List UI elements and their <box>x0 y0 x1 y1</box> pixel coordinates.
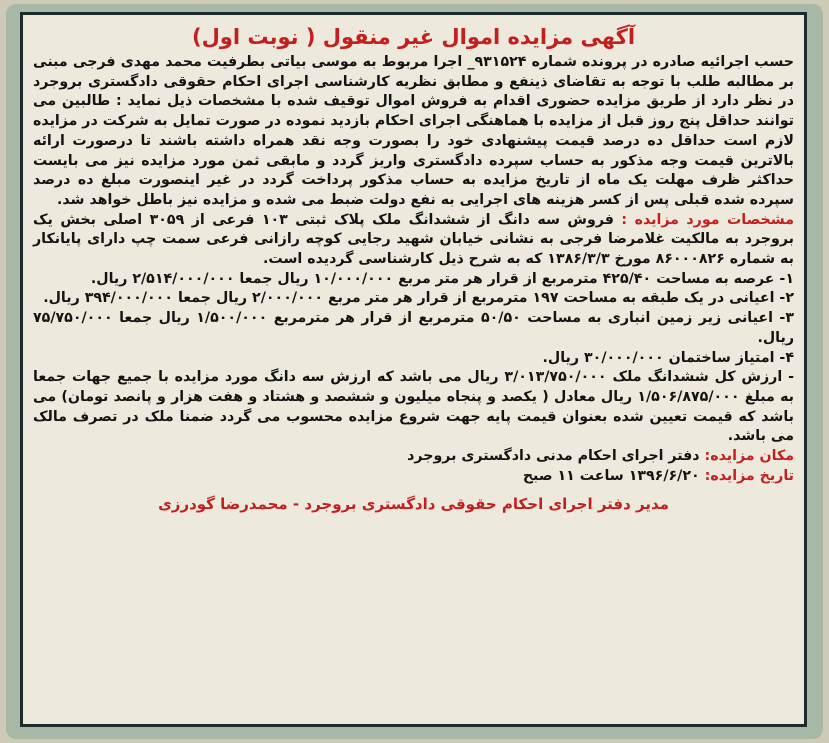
spec-item-3: ۳- اعیانی زیر زمین انباری به مساحت ۵۰/۵۰ مترمربع از قرار هر مترمربع ۱/۵۰۰/۰۰۰ ریال جمعا ۷۵/۷۵۰/۰۰۰ ریال. <box>33 310 794 346</box>
signature-line: مدیر دفتر اجرای احکام حقوقی دادگستری بروجرد - محمدرضا گودرزی <box>158 495 669 514</box>
intro-paragraph: حسب اجرائیه صادره در پرونده شماره ۹۳۱۵۲۴_ اجرا مربوط به موسی بیاتی بطرفیت محمد مهدی فرجی مبنی بر مطالبه طلب با توجه به تقاضای ذینفع و مطابق نظریه کارشناسی اجرای احکام حقوقی دادگستری بروجرد در نظر دارد از طریق مزایده حضوری اقدام به فروش اموال توقیف شده با مشخصات ذیل نماید : طالبین می توانند حداقل پنج روز قبل از مزایده با هماهنگی اجرای احکام بازدید نموده در صورت تمایل به شرکت در مزایده لازم است حداقل ده درصد قیمت پیشنهادی خود را بصورت وجه نقد همراه داشته باشند تا درصورت ارائه بالاترین قیمت وجه مذکور به حساب سپرده دادگستری واریز گردد و مابقی ثمن مورد مزایده نیز می بایست حداکثر ظرف مهلت یک ماه از تاریخ مزایده به حساب مذکور پرداخت گردد در غیر اینصورت مبلغ ده درصد سپرده شده قبلی پس از کسر هزینه های اجرایی به نفع دولت ضبط می شده و مزایده نیز باطل خواهد شد. <box>33 54 794 208</box>
spec-item-2: ۲- اعیانی در یک طبقه به مساحت ۱۹۷ مترمربع از قرار هر متر مربع ۲/۰۰۰/۰۰۰ ریال جمعا ۳۹۴/۰۰۰/۰۰۰ ریال. <box>43 290 794 307</box>
notice-page <box>6 4 823 739</box>
auction-place-value: دفتر اجرای احکام مدنی دادگستری بروجرد <box>407 448 700 465</box>
auction-date-value: ۱۳۹۶/۶/۲۰ ساعت ۱۱ صبح <box>522 467 700 484</box>
notice-title: آگهی مزایده اموال غیر منقول ( نوبت اول) <box>191 25 636 49</box>
notice-body <box>33 19 794 720</box>
auction-date-label: تاریخ مزایده: <box>704 467 794 484</box>
total-value-paragraph: - ارزش کل ششدانگ ملک ۳/۰۱۳/۷۵۰/۰۰۰ ریال می باشد که ارزش سه دانگ مورد مزایده با جمیع جهات جمعا به مبلغ ۱/۵۰۶/۸۷۵/۰۰۰ ریال معادل ( یکصد و پنجاه میلیون و ششصد و هشتاد و هفت هزار و پانصد تومان) می باشد که قیمت تعیین شده بعنوان قیمت پایه جهت شروع مزایده محسوب می گردد ضمنا ملک در تصرف مالک می باشد. <box>33 369 794 445</box>
auction-place-label: مکان مزایده: <box>704 448 794 465</box>
notice-frame <box>20 12 807 727</box>
specs-paragraph <box>33 211 794 270</box>
auction-place <box>33 447 794 467</box>
specs-label: مشخصات مورد مزایده : <box>621 211 795 228</box>
specs-text: فروش سه دانگ از ششدانگ ملک پلاک ثبتی ۱۰۳ فرعی از ۳۰۵۹ اصلی بخش یک بروجرد به مالکیت غلامرضا فرجی به نشانی خیابان شهید رجایی کوچه رازانی فرعی سمت چپ دارای پایانکار به شماره ۸۶۰۰۰۸۲۶ مورخ ۱۳۸۶/۳/۳ که به شرح ذیل کارشناسی گردیده است. <box>33 211 794 268</box>
auction-date <box>33 467 794 487</box>
spec-item-4: ۴- امتیاز ساختمان ۳۰/۰۰۰/۰۰۰ ریال. <box>542 349 794 366</box>
spec-item-1: ۱- عرصه به مساحت ۴۲۵/۴۰ مترمربع از قرار هر متر مربع ۱۰/۰۰۰/۰۰۰ ریال جمعا ۲/۵۱۴/۰۰۰/۰۰۰ ریال. <box>90 270 794 287</box>
